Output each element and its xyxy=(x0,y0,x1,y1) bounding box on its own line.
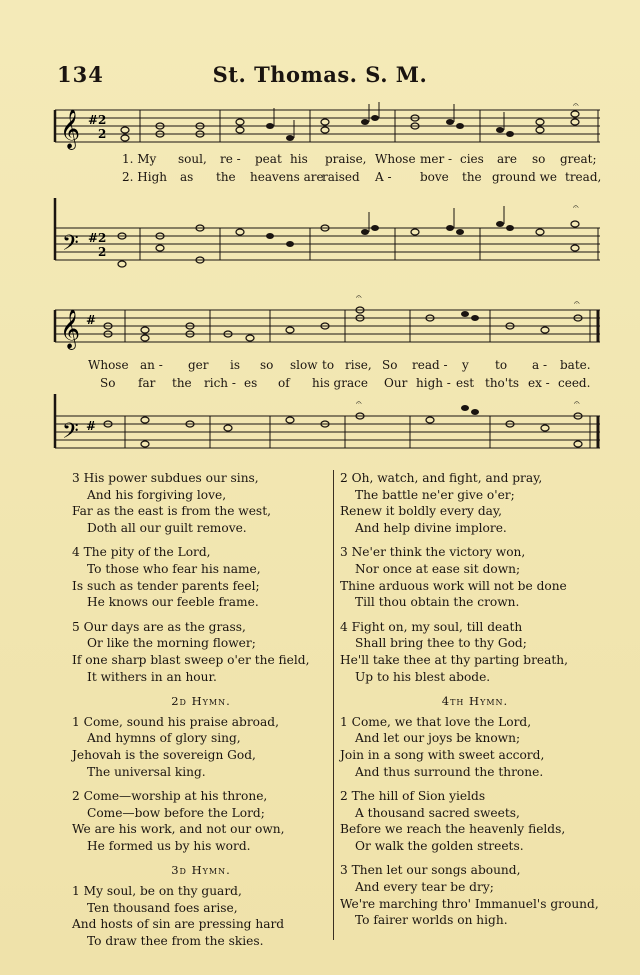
verse-line: 1 My soul, be on thy guard, xyxy=(72,884,242,899)
lyric-syllable: the xyxy=(216,170,236,184)
verse-stanza xyxy=(340,619,610,685)
svg-text:𝄐: 𝄐 xyxy=(574,398,580,409)
verse-line: Or like the morning flower; xyxy=(87,636,256,651)
verse-line: And hymns of glory sing, xyxy=(87,731,241,746)
lyric-syllable: the xyxy=(172,376,192,390)
verse-line: The battle ne'er give o'er; xyxy=(355,487,515,502)
verse-line: And hosts of sin are pressing hard xyxy=(72,917,285,932)
lyric-syllable: to xyxy=(495,358,508,372)
right-verse-column xyxy=(340,470,610,937)
lyric-syllable: so xyxy=(260,358,274,372)
verse-stanza xyxy=(340,470,610,536)
verse-line: 1 Come, we that love the Lord, xyxy=(340,714,532,729)
verse-line: Nor once at ease sit down; xyxy=(355,561,521,576)
verse-line: Doth all our guilt remove. xyxy=(87,520,247,535)
lyric-syllable: soul, xyxy=(178,152,207,166)
lyric-syllable: an - xyxy=(140,358,163,372)
lyric-syllable: his xyxy=(290,152,308,166)
svg-text:𝄢: 𝄢 xyxy=(62,231,79,261)
verse-line: 2 Come—worship at his throne, xyxy=(72,789,268,804)
lyric-syllable: raised xyxy=(322,170,360,184)
lyric-syllable: 2. High xyxy=(122,170,167,184)
verse-line: 3 Then let our songs abound, xyxy=(340,863,521,878)
lyric-syllable: So xyxy=(382,358,398,372)
verse-stanza xyxy=(72,788,330,854)
bass-staff-system-1 xyxy=(0,198,640,272)
svg-text:2: 2 xyxy=(98,113,107,127)
verse-line: Till thou obtain the crown. xyxy=(355,595,520,610)
verse-line: Ten thousand foes arise, xyxy=(87,900,238,915)
lyric-syllable: cies xyxy=(460,152,484,166)
lyric-syllable: his grace xyxy=(312,376,368,390)
verse-line: 3 Ne'er think the victory won, xyxy=(340,545,526,560)
hymn-heading: 2d Hymn. xyxy=(171,694,231,709)
svg-text:𝄐: 𝄐 xyxy=(574,298,580,309)
svg-text:𝄐: 𝄐 xyxy=(573,100,579,111)
treble-staff-system-1 xyxy=(0,100,640,152)
verse-stanza xyxy=(340,544,610,610)
lyric-syllable: Whose xyxy=(88,358,129,372)
lyric-syllable: rich - xyxy=(204,376,236,390)
verse-stanza xyxy=(72,544,330,610)
verse-line: We are his work, and not our own, xyxy=(72,822,285,837)
svg-text:𝄐: 𝄐 xyxy=(356,292,362,303)
hymn-heading: 3d Hymn. xyxy=(171,863,231,878)
bass-staff-system-2 xyxy=(0,394,640,464)
verse-line: 1 Come, sound his praise abroad, xyxy=(72,714,279,729)
verse-stanza xyxy=(72,714,330,780)
svg-text:#: # xyxy=(86,419,97,433)
lyric-syllable: ceed. xyxy=(558,376,591,390)
lyric-syllable: are xyxy=(497,152,517,166)
verse-line: 3 His power subdues our sins, xyxy=(72,471,259,485)
lyric-syllable: far xyxy=(138,376,156,390)
lyric-syllable: Whose xyxy=(375,152,416,166)
verse-line: Thine arduous work will not be done xyxy=(340,578,567,593)
lyric-syllable: great; xyxy=(560,152,597,166)
lyric-syllable: slow xyxy=(290,358,318,372)
lyric-syllable: of xyxy=(278,376,290,390)
lyric-syllable: Our xyxy=(384,376,408,390)
svg-text:2: 2 xyxy=(98,231,107,245)
verse-line: Far as the east is from the west, xyxy=(72,504,271,519)
lyric-syllable: as xyxy=(180,170,194,184)
verse-line: A thousand sacred sweets, xyxy=(355,805,520,820)
verse-line: Join in a song with sweet accord, xyxy=(340,747,545,762)
lyric-syllable: bate. xyxy=(560,358,591,372)
svg-text:2: 2 xyxy=(98,245,107,259)
verse-stanza xyxy=(340,714,610,780)
verse-line: Renew it boldly every day, xyxy=(340,504,503,519)
verse-line: And his forgiving love, xyxy=(87,487,227,502)
verse-line: To draw thee from the skies. xyxy=(87,933,264,948)
lyric-syllable: bove xyxy=(420,170,449,184)
verse-line: Is such as tender parents feel; xyxy=(72,578,260,593)
left-verse-column xyxy=(72,470,330,957)
lyric-syllable: So xyxy=(100,376,116,390)
verse-line: 2 Oh, watch, and fight, and pray, xyxy=(340,471,543,485)
verse-stanza xyxy=(72,470,330,536)
lyric-syllable: the xyxy=(462,170,482,184)
verse-stanza xyxy=(340,788,610,854)
verse-stanza xyxy=(72,619,330,685)
verse-line: Or walk the golden streets. xyxy=(355,838,524,853)
page-number: 134 xyxy=(57,62,104,87)
treble-staff-system-2 xyxy=(0,290,640,350)
lyric-syllable: tread, xyxy=(565,170,602,184)
svg-text:2: 2 xyxy=(98,127,107,141)
lyric-syllable: tho'ts xyxy=(485,376,520,390)
verse-line: To fairer worlds on high. xyxy=(355,913,508,928)
verse-line: 4 Fight on, my soul, till death xyxy=(340,619,523,634)
verse-line: Jehovah is the sovereign God, xyxy=(72,747,256,762)
hymn-title: St. Thomas. S. M. xyxy=(212,62,428,87)
svg-text:𝄞: 𝄞 xyxy=(60,109,81,149)
verse-line: He knows our feeble frame. xyxy=(87,595,259,610)
verse-line: 4 The pity of the Lord, xyxy=(72,545,211,560)
verse-line: Come—bow before the Lord; xyxy=(87,805,265,820)
verse-line: He'll take thee at thy parting breath, xyxy=(340,652,569,667)
lyric-syllable: heavens are xyxy=(250,170,324,184)
svg-text:#: # xyxy=(88,231,99,245)
verse-line: We're marching thro' Immanuel's ground, xyxy=(340,896,599,911)
lyric-syllable: ground we xyxy=(492,170,557,184)
lyric-syllable: y xyxy=(462,358,469,372)
verse-line: 5 Our days are as the grass, xyxy=(72,619,246,634)
verse-line: And thus surround the throne. xyxy=(355,764,544,779)
lyric-syllable: high - xyxy=(416,376,451,390)
verse-line: And every tear be dry; xyxy=(355,880,494,895)
svg-text:𝄞: 𝄞 xyxy=(60,309,81,349)
verse-line: Up to his blest abode. xyxy=(355,669,491,684)
verse-line: Shall bring thee to thy God; xyxy=(355,636,527,651)
verse-line: And let our joys be known; xyxy=(355,731,521,746)
lyric-syllable: 1. My xyxy=(122,152,157,166)
verse-line: To those who fear his name, xyxy=(87,561,261,576)
lyric-syllable: so xyxy=(532,152,546,166)
verse-line: And help divine implore. xyxy=(355,520,507,535)
svg-text:𝄐: 𝄐 xyxy=(573,202,579,213)
lyric-syllable: ex - xyxy=(528,376,550,390)
lyric-syllable: peat xyxy=(255,152,282,166)
verse-stanza xyxy=(340,862,610,928)
lyric-syllable: ger xyxy=(188,358,209,372)
verse-line: 2 The hill of Sion yields xyxy=(340,789,486,804)
svg-text:𝄢: 𝄢 xyxy=(62,419,79,449)
verse-line: He formed us by his word. xyxy=(87,838,251,853)
lyric-syllable: read - xyxy=(412,358,448,372)
lyric-syllable: A - xyxy=(375,170,392,184)
hymn-heading: 4th Hymn. xyxy=(441,694,509,709)
lyric-syllable: rise, xyxy=(345,358,372,372)
lyric-syllable: mer - xyxy=(420,152,453,166)
verse-stanza xyxy=(72,883,330,949)
verse-line: Before we reach the heavenly fields, xyxy=(340,822,566,837)
verse-line: The universal king. xyxy=(87,764,206,779)
column-divider xyxy=(333,470,334,940)
verse-line: If one sharp blast sweep o'er the field, xyxy=(72,652,310,667)
svg-text:#: # xyxy=(88,113,99,127)
svg-text:𝄐: 𝄐 xyxy=(356,398,362,409)
svg-text:#: # xyxy=(86,313,97,327)
verse-line: It withers in an hour. xyxy=(87,669,217,684)
lyric-syllable: est xyxy=(456,376,475,390)
lyric-syllable: is xyxy=(230,358,240,372)
lyric-syllable: a - xyxy=(532,358,548,372)
lyric-syllable: re - xyxy=(220,152,241,166)
lyric-syllable: es xyxy=(244,376,258,390)
lyric-syllable: praise, xyxy=(325,152,367,166)
lyric-syllable: to xyxy=(322,358,335,372)
